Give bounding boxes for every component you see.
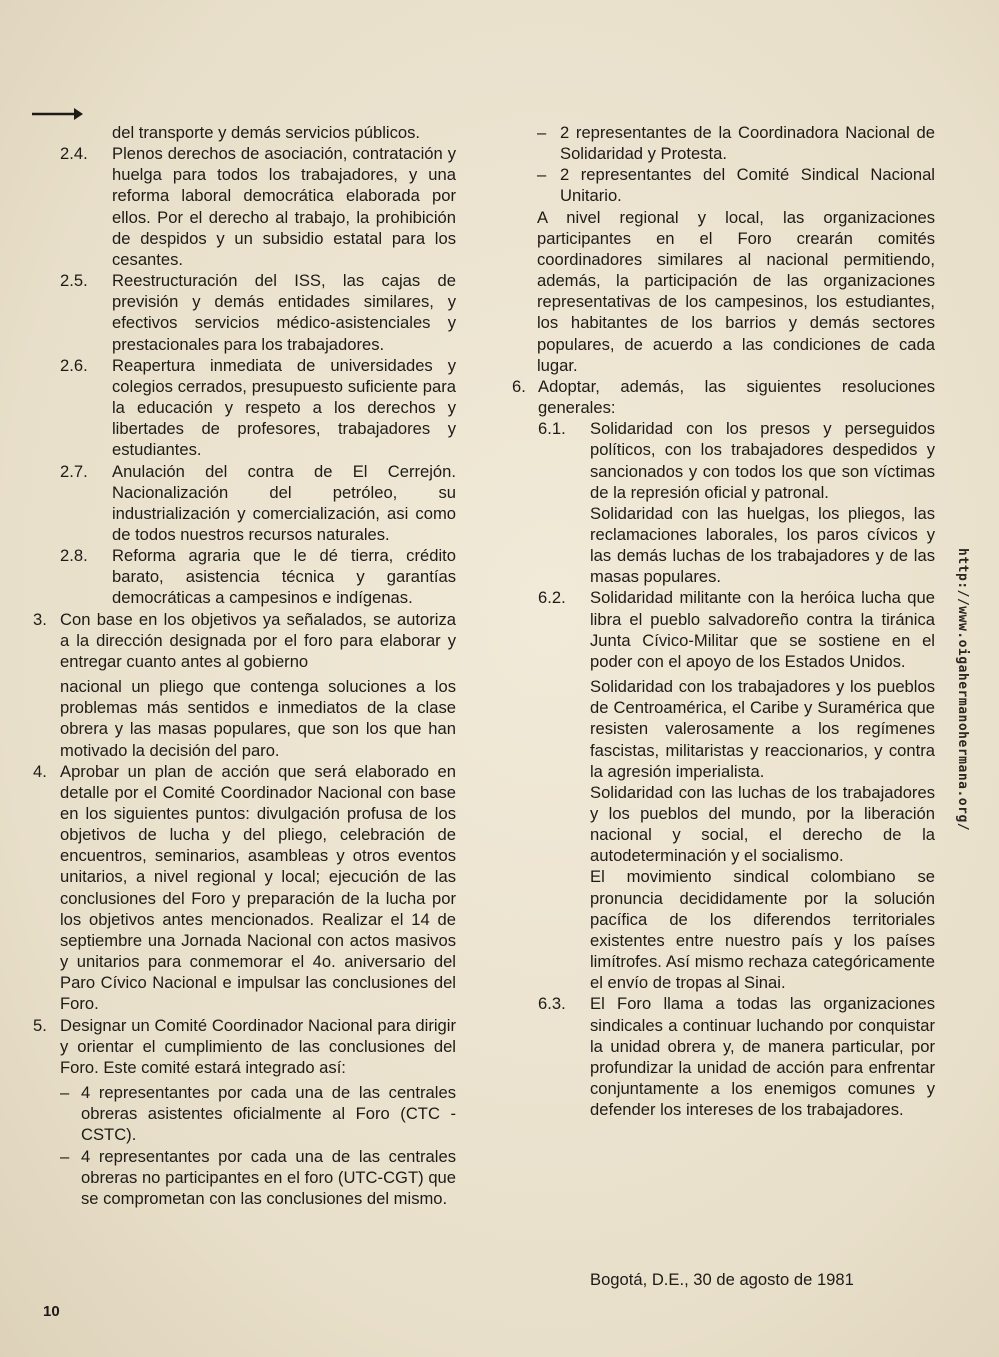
list-item-2-7 <box>30 461 456 546</box>
dash-bullet: – <box>537 165 547 185</box>
list-item-2-4 <box>30 143 456 270</box>
item-number: 4. <box>33 761 47 781</box>
list-item-6-1 <box>509 418 935 503</box>
page-number: 10 <box>43 1303 60 1320</box>
dash-bullet: – <box>60 1083 70 1103</box>
dash-bullet: – <box>537 123 547 142</box>
item-text: Plenos derechos de asociación, contratación y huelga para todos los trabajadores, y una reforma laboral democrática elaborada por ellos. Por el derecho al trabajo, la prohibición de despidos y un subsidio estatal para los cesantes. <box>112 144 456 269</box>
item-text: Designar un Comité Coordinador Nacional para dirigir y orientar el cumplimiento de las conclusiones del Foro. Este comité estará integrado así: <box>60 1015 456 1077</box>
right-arrow-icon <box>30 104 84 124</box>
watermark-url: http://www.oigahermanohermana.org/ <box>955 548 970 832</box>
item-text: 2 representantes de la Coordinadora Nacional de Solidaridad y Protesta. <box>560 123 935 164</box>
item-number: 2.8. <box>60 546 88 566</box>
resolution-paragraph: Solidaridad con los trabajadores y los pueblos de Centroamérica, el Caribe y Suramérica que resisten valerosamente a los regímenes fascistas, militaristas y reaccionarios, y contra la agresión imperialista. <box>590 677 935 781</box>
item-text: Reestructuración del ISS, las cajas de previsión y demás entidades similares, y efectivos servicios médico-asistenciales y prestacionales para los trabajadores. <box>112 271 456 354</box>
item-text: Reapertura inmediata de universidades y colegios cerrados, presupuesto suficiente para la educación y respeto a los derechos y libertades de profesores, trabajadores y estudiantes. <box>112 355 456 460</box>
item-number: 2.7. <box>60 461 88 481</box>
left-column <box>30 122 456 1209</box>
item-text: 2 representantes del Comité Sindical Nacional Unitario. <box>560 165 935 206</box>
date-signature: Bogotá, D.E., 30 de agosto de 1981 <box>590 1270 854 1289</box>
item-text: Solidaridad con los presos y perseguidos políticos, con los trabajadores despedidos y sancionados y con todos los que son víctimas de la represión oficial y patronal. <box>590 419 935 502</box>
list-item-6 <box>509 376 935 418</box>
list-item-4 <box>30 761 456 1015</box>
resolution-paragraph: Solidaridad con las luchas de los trabajadores y los pueblos del mundo, por la liberación nacional y social, el derecho de la autodeterminación y el socialismo. <box>590 782 935 866</box>
item-text: nacional un pliego que contenga soluciones a los problemas más sentidos e inmediatos de la clase obrera y las masas populares, que son los que han motivado la decisión del paro. <box>60 677 456 760</box>
item-number: 2.4. <box>60 144 88 164</box>
item-number: 2.6. <box>60 355 88 375</box>
item-number: 5. <box>33 1015 47 1035</box>
item-text: Adoptar, además, las siguientes resoluciones generales: <box>538 376 935 418</box>
list-item-2-6 <box>30 355 456 461</box>
item-number: 6. <box>512 376 526 396</box>
item-text: Con base en los objetivos ya señalados, se autoriza a la dirección designada por el foro para elaborar y entregar cuanto antes al gobierno <box>60 609 456 671</box>
dash-item <box>30 1146 456 1209</box>
list-item-6-3 <box>509 993 935 1120</box>
list-item-5 <box>30 1015 456 1078</box>
right-column <box>509 122 935 1120</box>
list-item-3-continued <box>30 676 456 761</box>
list-item-2-8 <box>30 545 456 608</box>
continuation-text: del transporte y demás servicios públicos. <box>112 123 421 142</box>
item-number: 2.5. <box>60 271 88 291</box>
item-text: 4 representantes por cada una de las centrales obreras no participantes en el foro (UTC-CGT) que se comprometan con las conclusiones del mismo. <box>81 1146 456 1208</box>
dash-item <box>509 164 935 206</box>
item-number: 3. <box>33 609 47 629</box>
resolution-paragraph: Solidaridad con las huelgas, los pliegos, las reclamaciones laborales, los paros cívicos y las demás luchas de los trabajadores y de las masas populares. <box>590 503 935 587</box>
item-text: 4 representantes por cada una de las centrales obreras asistentes oficialmente al Foro (CTC - CSTC). <box>81 1083 456 1145</box>
item-text: El Foro llama a todas las organizaciones sindicales a continuar luchando por conquistar la unidad obrera y, de manera particular, por profundizar la unidad de acción para enfrentar conjuntamente a los enemigos comunes y defender los intereses de los trabajadores. <box>590 994 935 1120</box>
regional-paragraph: A nivel regional y local, las organizaciones participantes en el Foro crearán comités coordinadores similares al nacional permitiendo, además, la participación de las organizaciones representativas de los campesinos, los estudiantes, los habitantes de los barrios y demás sectores populares, de acuerdo a las condiciones de cada lugar. <box>537 207 935 375</box>
item-text: Solidaridad militante con la heróica lucha que libra el pueblo salvadoreño contra la tiránica Junta Cívico-Militar que se sostiene en el poder con el apoyo de los Estados Unidos. <box>590 588 935 671</box>
item-text: Aprobar un plan de acción que será elaborado en detalle por el Comité Coordinador Nacional con base en los siguientes puntos: divulgación profusa de los objetivos de lucha y del pliego, celebración de encuentros, seminarios, asambleas y otros eventos unitarios, a nivel regional y local; ejecución de las conclusiones del Foro y preparación de la lucha por los objetivos antes mencionados. Realizar el 14 de septiembre una Jornada Nacional con actos masivos y unitarios para conmemorar el 4o. aniversario del Paro Cívico Nacional e impulsar las conclusiones del Foro. <box>60 761 456 1014</box>
list-item-6-2 <box>509 587 935 672</box>
list-item-2-5 <box>30 270 456 355</box>
item-number: 6.2. <box>538 588 566 608</box>
list-item-3 <box>30 609 456 672</box>
item-text: Reforma agraria que le dé tierra, crédito barato, asistencia técnica y garantías democráticas a campesinos e indígenas. <box>112 546 456 608</box>
dash-bullet: – <box>60 1146 70 1166</box>
resolution-paragraph: El movimiento sindical colombiano se pronuncia decididamente por la solución pacífica de los diferendos territoriales existentes entre nuestro país y los países limítrofes. Así mismo rechaza categóricamente el envío de tropas al Sinai. <box>590 867 935 993</box>
item-text: Anulación del contra de El Cerrejón. Nacionalización del petróleo, su industrialización y comercialización, asi como de todos nuestros recursos naturales. <box>112 461 456 544</box>
item-number: 6.1. <box>538 419 566 439</box>
dash-item <box>30 1082 456 1145</box>
item-number: 6.3. <box>538 994 566 1014</box>
dash-item <box>509 122 935 164</box>
